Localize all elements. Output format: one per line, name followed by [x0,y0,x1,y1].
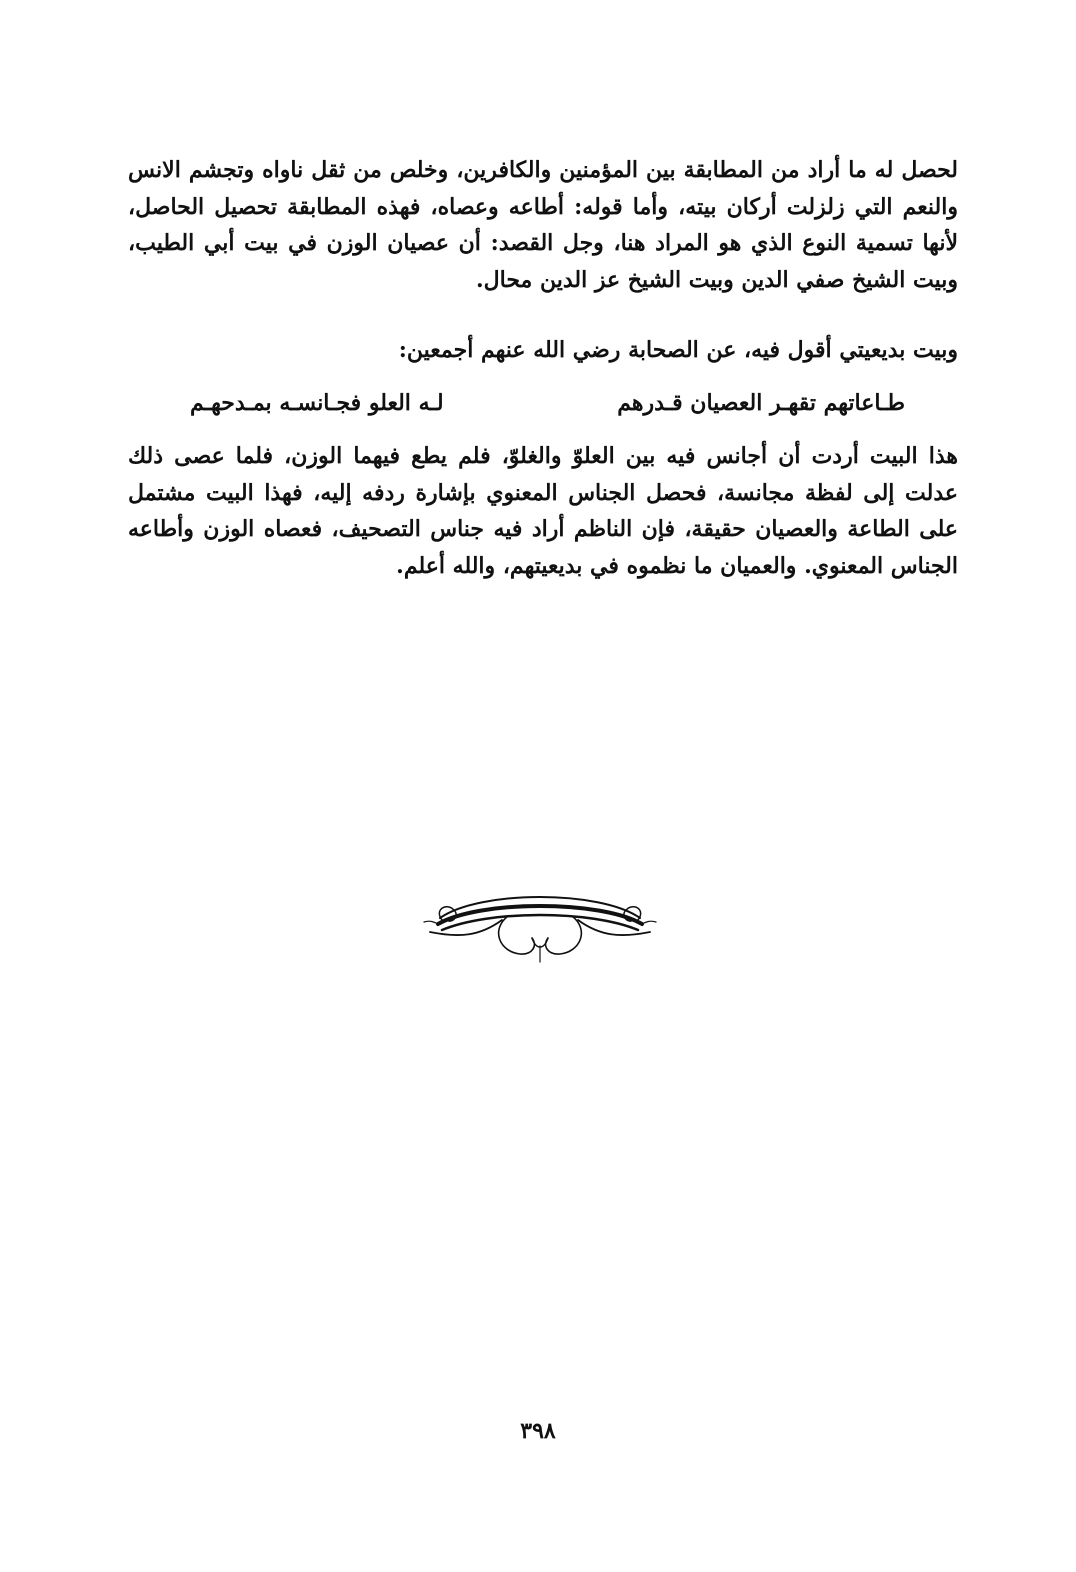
verse-second-hemistich: لـه العلو فجـانسـه بمـدحهـم [190,390,444,416]
decorative-flourish-icon [420,880,660,970]
verse-first-hemistich: طـاعاتهم تقهـر العصيان قـدرهم [617,390,905,416]
page-number: ٣٩٨ [520,1418,556,1444]
paragraph-verse-intro: وبيت بديعيتي أقول فيه، عن الصحابة رضي الله عنهم أجمعين: [398,337,958,363]
poem-verse [190,384,905,424]
paragraph-opening: لحصل له ما أراد من المطابقة بين المؤمنين والكافرين، وخلص من ثقل ناواه وتجشم الانس والنعم التي زلزلت أركان بيته، وأما قوله: أطاعه وعصاه، فهذه المطابقة تحصيل الحاصل، لأنها تسمية النوع الذي هو المراد هنا، وجل القصد: أن عصيان الوزن في بيت أبي الطيب، وبيت الشيخ صفي الدين وبيت الشيخ عز الدين محال. [128,157,958,293]
paragraph-commentary: هذا البيت أردت أن أجانس فيه بين العلوّ والغلوّ، فلم يطع فيهما الوزن، فلما عصى ذلك عدلت إلى لفظة مجانسة، فحصل الجناس المعنوي بإشارة ردفه إليه، فهذا البيت مشتمل على الطاعة والعصيان حقيقة، فإن الناظم أراد فيه جناس التصحيف، فعصاه الوزن وأطاعه الجناس المعنوي. والعميان ما نظموه في بديعيتهم، والله أعلم. [128,443,958,579]
